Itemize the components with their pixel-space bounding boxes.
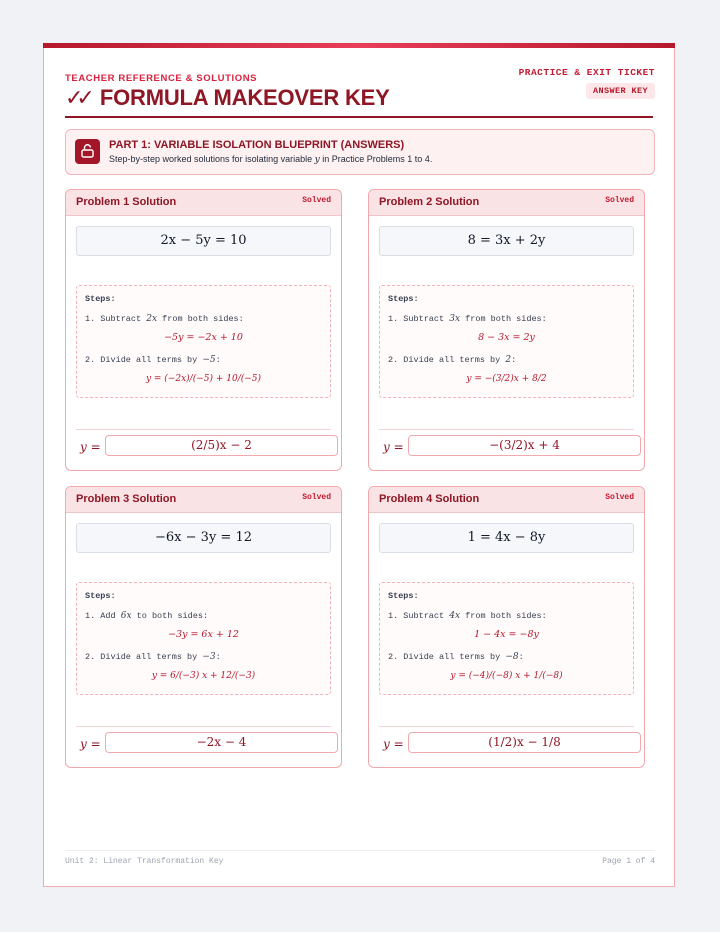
step-1: 1. Subtract 3x from both sides:	[388, 314, 547, 324]
section-banner	[65, 129, 655, 175]
title-rule	[65, 116, 653, 118]
given-equation: −6x − 3y = 12	[76, 523, 331, 553]
footer-unit: Unit 2: Linear Transformation Key	[65, 857, 224, 866]
step-2: 2. Divide all terms by 2:	[388, 355, 517, 365]
divider	[76, 726, 331, 727]
footer-page-number: Page 1 of 4	[602, 857, 655, 866]
answer-label: y =	[383, 737, 404, 751]
unlock-icon	[75, 139, 100, 164]
page-title	[65, 85, 390, 111]
step-1-result: −5y = −2x + 10	[164, 332, 243, 343]
card-header	[369, 190, 644, 216]
steps-box	[76, 582, 331, 695]
steps-label: Steps:	[388, 294, 419, 304]
answer-key-badge: ANSWER KEY	[586, 83, 655, 99]
step-2: 2. Divide all terms by −3:	[85, 652, 221, 662]
step-2: 2. Divide all terms by −5:	[85, 355, 221, 365]
card-header	[369, 487, 644, 513]
answer-field[interactable]: −(3/2)x + 4	[408, 435, 641, 456]
divider	[379, 726, 634, 727]
answer-field[interactable]: −2x − 4	[105, 732, 338, 753]
problem-card-2	[368, 189, 645, 471]
step-2-result: y = (−2x)/(−5) + 10/(−5)	[145, 374, 262, 384]
top-accent-bar	[43, 43, 675, 48]
card-title: Problem 4 Solution	[379, 493, 480, 505]
steps-label: Steps:	[85, 294, 116, 304]
divider	[379, 429, 634, 430]
document-eyebrow: TEACHER REFERENCE & SOLUTIONS	[65, 73, 258, 84]
given-equation: 8 = 3x + 2y	[379, 226, 634, 256]
steps-box	[379, 285, 634, 398]
answer-key-page	[43, 43, 675, 887]
step-1: 1. Subtract 4x from both sides:	[388, 611, 547, 621]
document-meta	[519, 67, 655, 99]
answer-label: y =	[80, 737, 101, 751]
status-badge: Solved	[605, 196, 634, 205]
steps-box	[76, 285, 331, 398]
answer-field[interactable]: (2/5)x − 2	[105, 435, 338, 456]
steps-box	[379, 582, 634, 695]
step-1-result: −3y = 6x + 12	[168, 629, 239, 640]
step-1: 1. Add 6x to both sides:	[85, 611, 209, 621]
meta-label: PRACTICE & EXIT TICKET	[518, 67, 655, 78]
page-title-text: FORMULA MAKEOVER KEY	[99, 85, 390, 110]
step-2-result: y = (−4)/(−8) x + 1/(−8)	[450, 671, 563, 681]
step-2-result: y = −(3/2)x + 8/2	[466, 374, 547, 384]
given-equation: 1 = 4x − 8y	[379, 523, 634, 553]
status-badge: Solved	[605, 493, 634, 502]
step-1: 1. Subtract 2x from both sides:	[85, 314, 244, 324]
section-heading: PART 1: VARIABLE ISOLATION BLUEPRINT (ANSWERS)	[109, 139, 405, 151]
card-title: Problem 3 Solution	[76, 493, 177, 505]
card-header	[66, 190, 341, 216]
answer-label: y =	[383, 440, 404, 454]
status-badge: Solved	[302, 196, 331, 205]
given-equation: 2x − 5y = 10	[76, 226, 331, 256]
problem-card-4	[368, 486, 645, 768]
section-subheading: Step-by-step worked solutions for isolating variable y in Practice Problems 1 to 4.	[109, 154, 433, 165]
problem-card-1	[65, 189, 342, 471]
step-1-result: 1 − 4x = −8y	[474, 629, 539, 640]
step-2-result: y = 6/(−3) x + 12/(−3)	[151, 671, 256, 681]
page-footer	[65, 850, 655, 866]
step-1-result: 8 − 3x = 2y	[478, 332, 535, 343]
card-header	[66, 487, 341, 513]
card-title: Problem 1 Solution	[76, 196, 177, 208]
card-title: Problem 2 Solution	[379, 196, 480, 208]
step-2: 2. Divide all terms by −8:	[388, 652, 524, 662]
answer-label: y =	[80, 440, 101, 454]
steps-label: Steps:	[388, 591, 419, 601]
double-check-icon: ✓✓	[65, 85, 88, 111]
problem-card-3	[65, 486, 342, 768]
answer-field[interactable]: (1/2)x − 1/8	[408, 732, 641, 753]
divider	[76, 429, 331, 430]
status-badge: Solved	[302, 493, 331, 502]
steps-label: Steps:	[85, 591, 116, 601]
